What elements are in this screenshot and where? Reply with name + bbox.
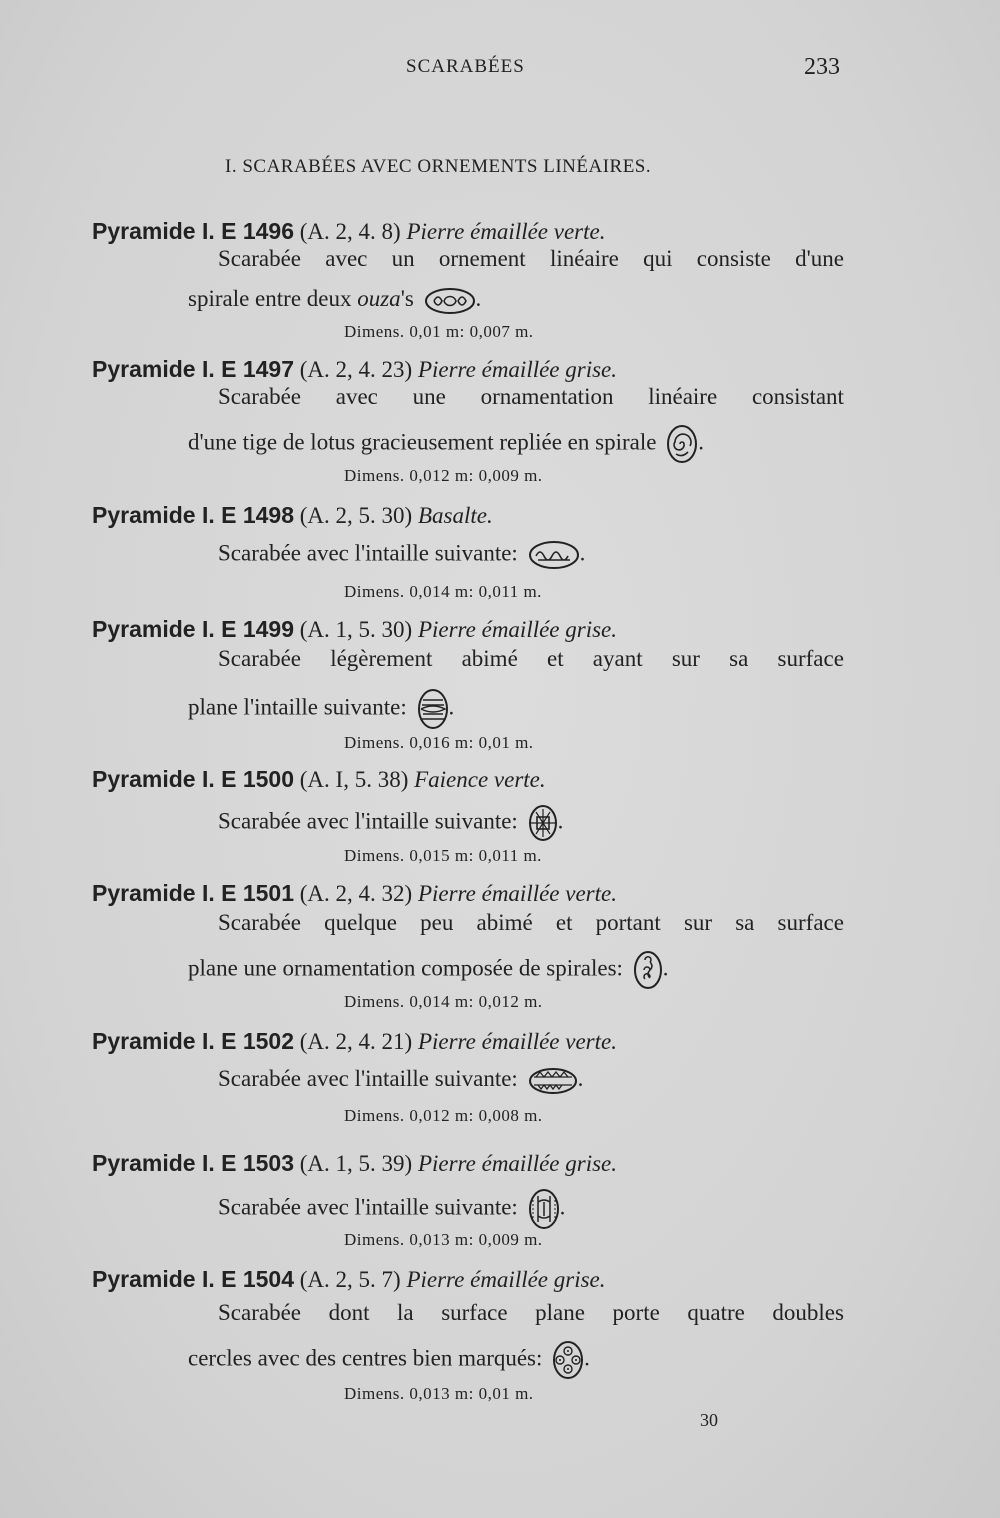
entry-text: 's [400,286,414,311]
zigzag-oval-icon [528,1067,578,1095]
entry-text-line [218,1300,844,1326]
word: sa [729,646,749,671]
entry-reference: (A. 2, 5. 7) [299,1267,401,1292]
entry-heading-1499 [92,616,617,643]
oval-hatched-icon [417,688,449,730]
entry-label: Pyramide I. E 1503 [92,1150,295,1176]
entry-text-line: Scarabée avec l'intaille suivante: . [218,1188,565,1230]
word: qui [643,246,673,271]
word: linéaire [648,384,718,409]
running-head: SCARABÉES [406,56,525,77]
entry-text-line [218,384,844,410]
scroll-intaglio-icon [528,540,580,570]
entry-material: Faience verte. [414,767,546,792]
entry-heading-1500 [92,766,546,793]
dimensions: Dimens. 0,013 m: 0,009 m. [344,1230,543,1249]
dimensions: Dimens. 0,014 m: 0,012 m. [344,992,543,1011]
entry-text-line: d'une tige de lotus gracieusement repliée en spirale . [188,424,704,464]
dimensions: Dimens. 0,01 m: 0,007 m. [344,322,534,341]
word: Scarabée [218,384,301,409]
triple-spiral-icon [633,950,663,990]
dimensions: Dimens. 0,015 m: 0,011 m. [344,846,542,865]
section-title: I. SCARABÉES AVEC ORNEMENTS LINÉAIRES. [225,156,652,177]
word: linéaire [549,246,619,271]
entry-reference: (A. I, 5. 38) [299,767,409,792]
word: quelque [324,910,397,935]
word: peu [420,910,454,935]
entry-material: Pierre émaillée verte. [406,219,606,244]
word: surface [777,910,844,935]
word: Scarabée [218,646,301,671]
entry-label: Pyramide I. E 1504 [92,1266,295,1292]
entry-text: plane une ornamentation composée de spirales: [188,955,623,981]
word: légèrement [330,646,433,671]
lotus-spiral-icon [666,424,698,464]
word: sa [735,910,755,935]
entry-text-line: plane une ornamentation composée de spirales: . [188,950,668,990]
entry-text: d'une tige de lotus gracieusement repliée en spirale [188,429,657,455]
entry-heading-1501 [92,880,617,907]
word: et [546,646,564,671]
entry-heading-1504 [92,1266,606,1293]
word: surface [441,1300,508,1325]
page-number: 233 [804,54,840,80]
entry-material: Pierre émaillée grise. [417,357,618,382]
entry-label: Pyramide I. E 1500 [92,766,295,792]
word: consiste [696,246,771,271]
entry-label: Pyramide I. E 1496 [92,218,295,244]
entry-reference: (A. 1, 5. 39) [299,1151,413,1176]
word: consistant [751,384,844,409]
dimensions: Dimens. 0,013 m: 0,01 m. [344,1384,534,1403]
word: avec [335,384,378,409]
entry-text-line: Scarabée avec l'intaille suivante: . [218,540,585,570]
word: portant [595,910,661,935]
entry-heading-1497 [92,356,617,383]
entry-text-line: Scarabée avec l'intaille suivante: . [218,804,563,842]
word: Scarabée [218,1300,301,1325]
entry-material: Basalte. [417,503,493,528]
entry-material: Pierre émaillée verte. [417,1029,617,1054]
word: porte [612,1300,660,1325]
entry-heading-1496 [92,218,605,245]
dimensions: Dimens. 0,014 m: 0,011 m. [344,582,542,601]
entry-text-line: spirale entre deux ouza's . [188,286,481,315]
entry-text: Scarabée avec l'intaille suivante: [218,808,518,834]
italic-term: ouza [357,286,401,311]
entry-text-line [218,646,844,672]
dimensions: Dimens. 0,012 m: 0,009 m. [344,466,543,485]
word: dont [328,1300,370,1325]
entry-heading-1502 [92,1028,617,1055]
signature-mark: 30 [700,1410,718,1430]
entry-text: Scarabée avec l'intaille suivante: [218,1194,518,1220]
word: une [412,384,446,409]
entry-material: Pierre émaillée verte. [417,881,617,906]
entry-text: Scarabée avec l'intaille suivante: [218,1066,518,1091]
entry-heading-1503 [92,1150,617,1177]
word: et [555,910,573,935]
dimensions: Dimens. 0,016 m: 0,01 m. [344,733,534,752]
word: Scarabée [218,246,301,271]
entry-material: Pierre émaillée grise. [417,617,618,642]
entry-text-line: plane l'intaille suivante: . [188,688,454,730]
entry-reference: (A. 2, 4. 21) [299,1029,413,1054]
word: avec [325,246,368,271]
word: plane [535,1300,585,1325]
word: ayant [592,646,643,671]
entry-label: Pyramide I. E 1499 [92,616,295,642]
entry-reference: (A. 2, 4. 32) [299,881,413,906]
word: ornement [438,246,526,271]
entry-label: Pyramide I. E 1498 [92,502,295,528]
word: abimé [476,910,533,935]
entry-heading-1498 [92,502,493,529]
entry-text: cercles avec des centres bien marqués: [188,1345,543,1371]
entry-text: plane l'intaille suivante: [188,694,407,720]
scroll-border-icon [528,1188,560,1230]
word: surface [777,646,844,671]
entry-material: Pierre émaillée grise. [406,1267,606,1292]
entry-label: Pyramide I. E 1497 [92,356,295,382]
entry-label: Pyramide I. E 1501 [92,880,295,906]
word: la [397,1300,414,1325]
word: abimé [461,646,518,671]
double-ouza-icon [424,287,476,315]
entry-text-line [218,910,844,936]
entry-reference: (A. 2, 4. 8) [299,219,401,244]
word: sur [683,910,713,935]
entry-text: spirale entre deux [188,286,352,311]
word: doubles [772,1300,844,1325]
four-circles-icon [552,1340,584,1380]
entry-reference: (A. 1, 5. 30) [299,617,413,642]
word: quatre [687,1300,745,1325]
entry-text-line: Scarabée avec l'intaille suivante: . [218,1066,583,1095]
entry-text: Scarabée avec l'intaille suivante: [218,540,518,566]
cross-rosette-icon [528,804,558,842]
word: Scarabée [218,910,301,935]
entry-reference: (A. 2, 4. 23) [299,357,413,382]
dimensions: Dimens. 0,012 m: 0,008 m. [344,1106,543,1125]
entry-reference: (A. 2, 5. 30) [299,503,413,528]
word: ornamentation [480,384,614,409]
word: d'une [795,246,844,271]
word: sur [671,646,700,671]
entry-material: Pierre émaillée grise. [417,1151,618,1176]
word: un [391,246,415,271]
entry-label: Pyramide I. E 1502 [92,1028,295,1054]
entry-text-line [218,246,844,272]
entry-text-line: cercles avec des centres bien marqués: . [188,1340,590,1380]
